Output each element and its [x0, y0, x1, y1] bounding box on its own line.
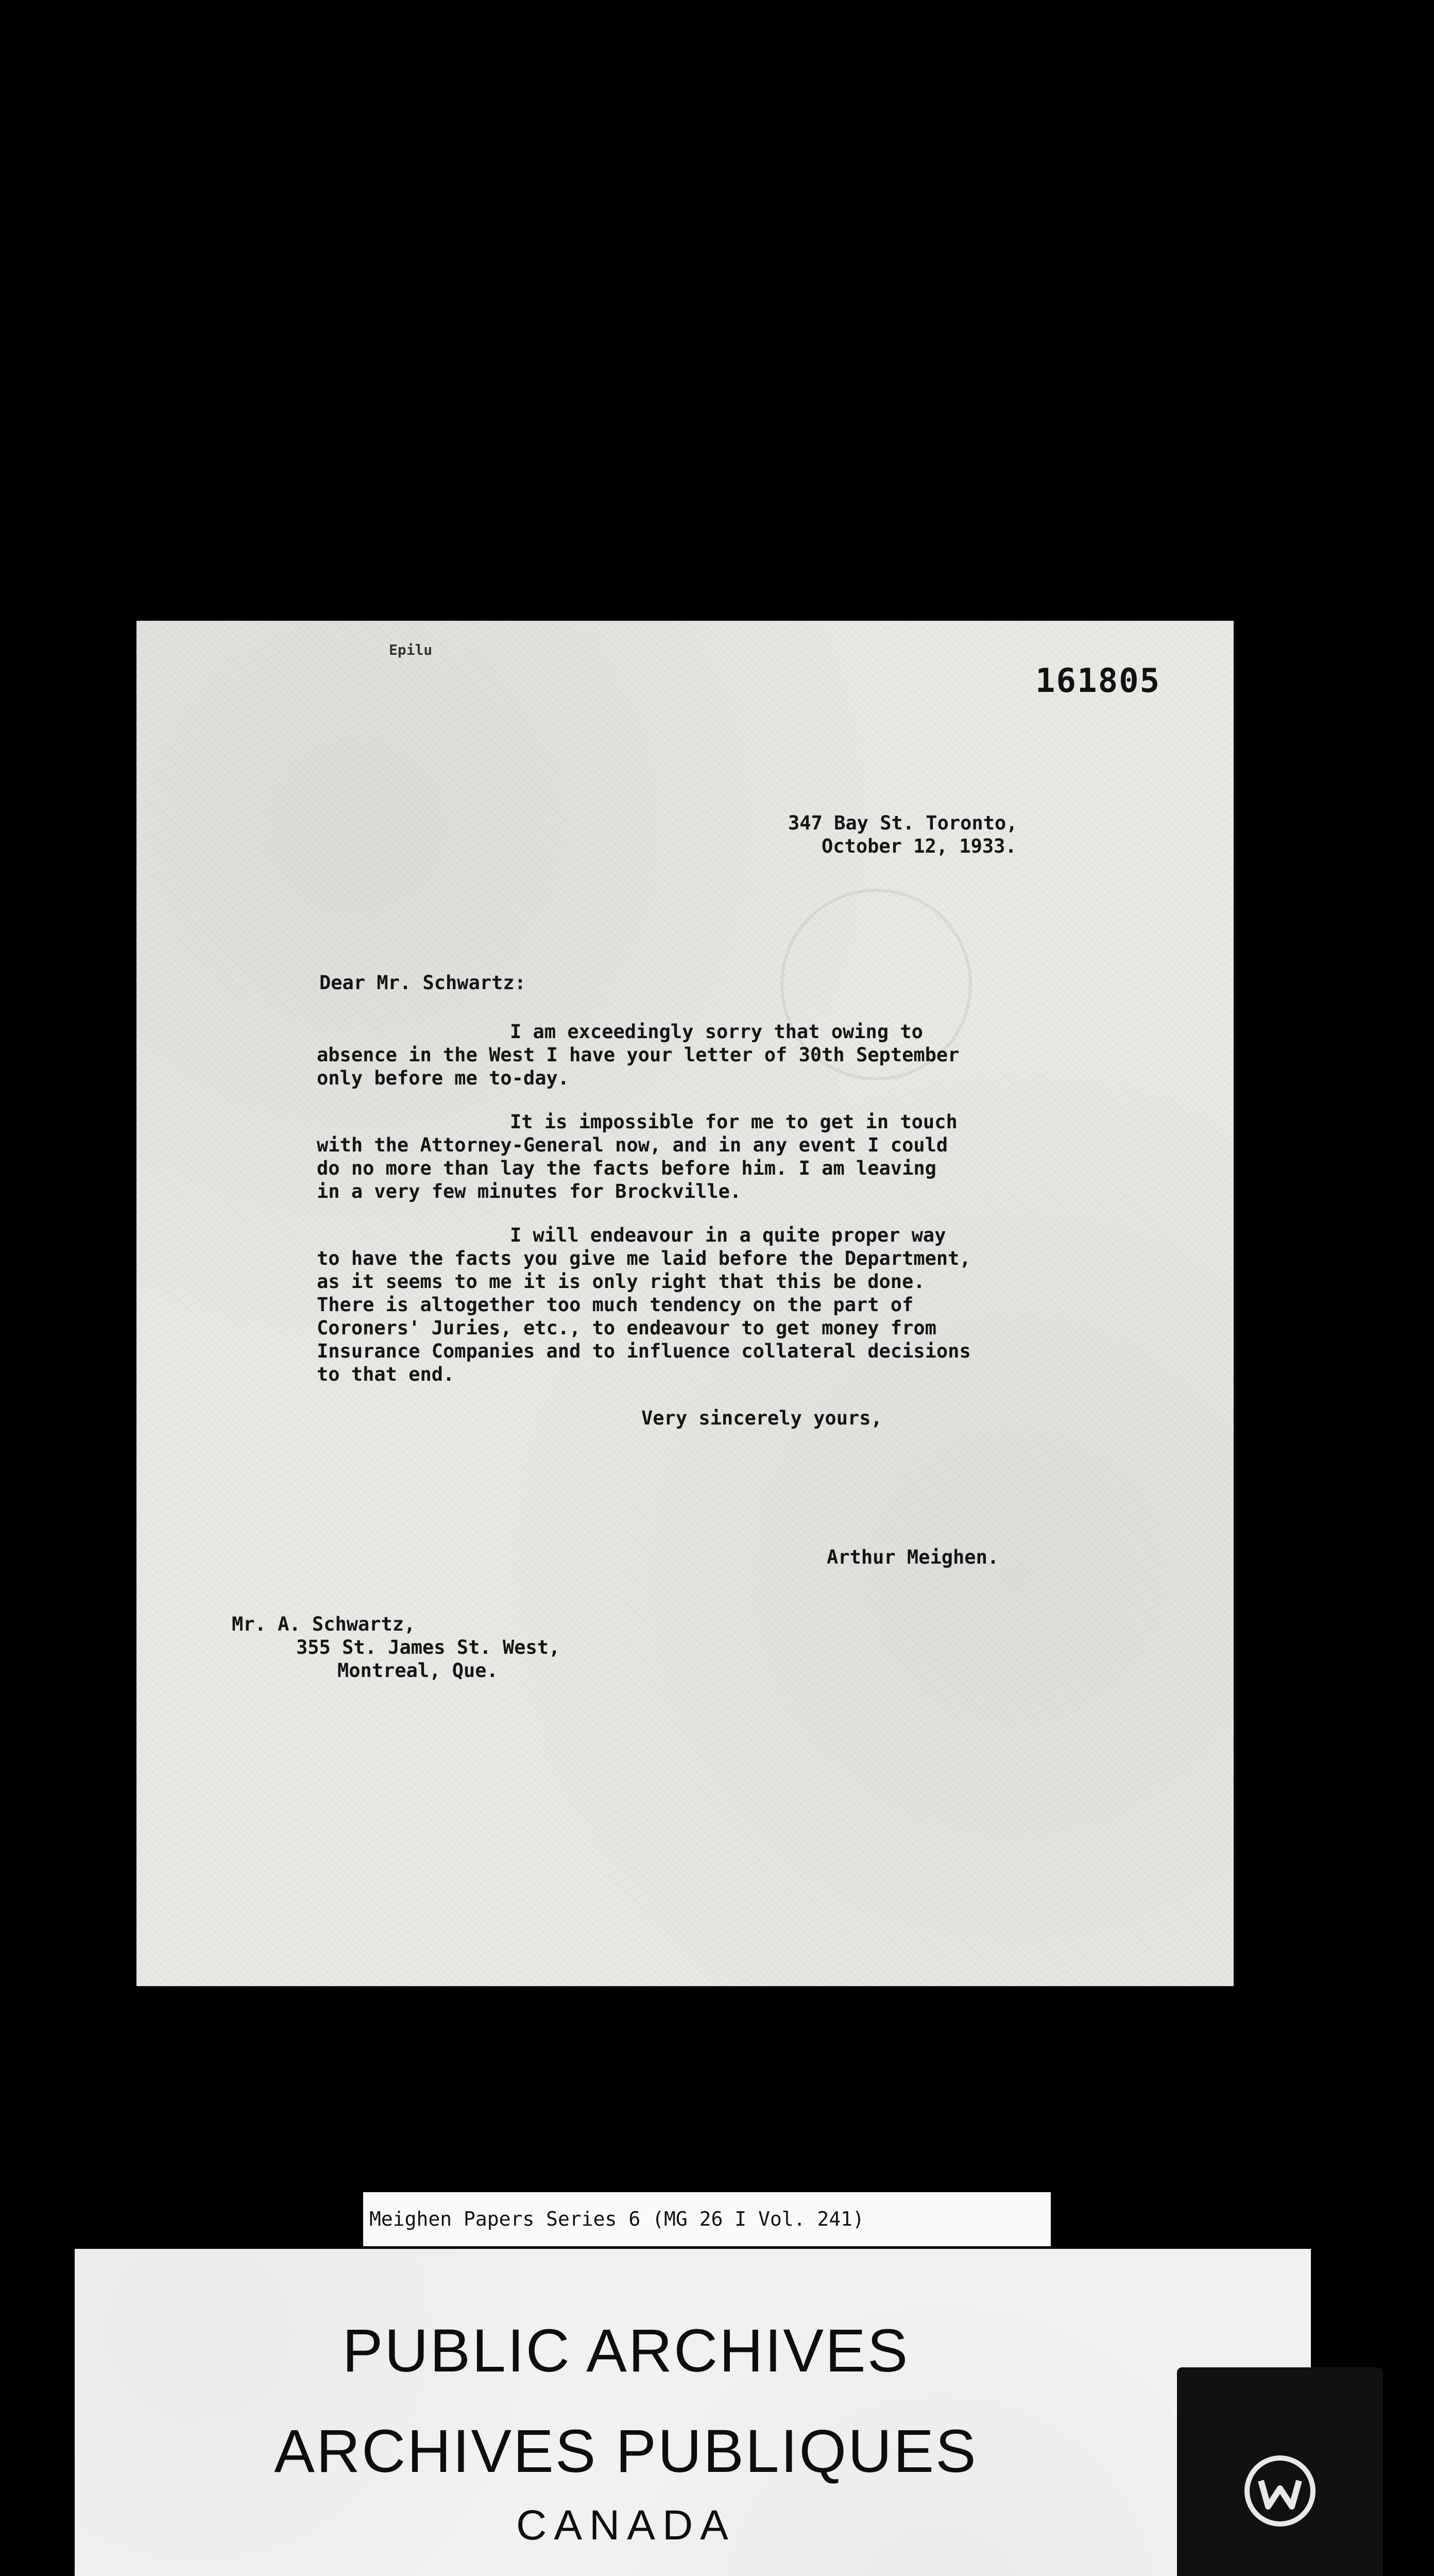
paragraph-1 [317, 1020, 1079, 1090]
top-mark: Epilu [389, 641, 433, 658]
signature: Arthur Meighen. [827, 1546, 999, 1568]
document-number: 161805 [1035, 662, 1161, 700]
salutation: Dear Mr. Schwartz: [319, 972, 526, 994]
sender-address-line1: 347 Bay St. Toronto, [788, 812, 1018, 834]
paragraph-1-line: I am exceedingly sorry that owing to [510, 1021, 923, 1043]
paragraph-2 [317, 1110, 1079, 1203]
paragraph-1-line: absence in the West I have your letter of 30th September [317, 1044, 960, 1066]
recipient-city: Montreal, Que. [337, 1659, 498, 1682]
paragraph-3-line: as it seems to me it is only right that this be done. [317, 1270, 925, 1293]
paragraph-3-line: Coroners' Juries, etc., to endeavour to get money from [317, 1317, 936, 1339]
paragraph-3-line: I will endeavour in a quite proper way [510, 1224, 946, 1246]
archive-card [75, 2249, 1311, 2576]
paragraph-2-line: It is impossible for me to get in touch [510, 1111, 958, 1133]
archive-country: CANADA [516, 2502, 736, 2549]
paragraph-3 [317, 1224, 1079, 1386]
series-label: Meighen Papers Series 6 (MG 26 I Vol. 241) [363, 2192, 1051, 2246]
archives-logo-icon [1241, 2452, 1319, 2530]
paragraph-3-line: to that end. [317, 1363, 455, 1385]
closing: Very sincerely yours, [641, 1407, 882, 1429]
paragraph-1-line: only before me to-day. [317, 1067, 570, 1089]
paragraph-3-line: There is altogether too much tendency on the part of [317, 1294, 914, 1316]
archive-title-english: PUBLIC ARCHIVES [342, 2317, 910, 2385]
emblem-panel [1177, 2367, 1383, 2576]
recipient-street: 355 St. James St. West, [296, 1636, 560, 1658]
paragraph-2-line: with the Attorney-General now, and in any event I could [317, 1134, 948, 1156]
paragraph-3-line: to have the facts you give me laid before the Department, [317, 1247, 971, 1269]
archive-title-french: ARCHIVES PUBLIQUES [274, 2417, 978, 2485]
recipient-name: Mr. A. Schwartz, [232, 1613, 416, 1635]
paragraph-2-line: do no more than lay the facts before him. I am leaving [317, 1157, 936, 1179]
paragraph-3-line: Insurance Companies and to influence collateral decisions [317, 1340, 971, 1362]
paragraph-2-line: in a very few minutes for Brockville. [317, 1180, 742, 1202]
letter-page [136, 621, 1234, 1986]
letter-date: October 12, 1933. [822, 835, 1017, 857]
